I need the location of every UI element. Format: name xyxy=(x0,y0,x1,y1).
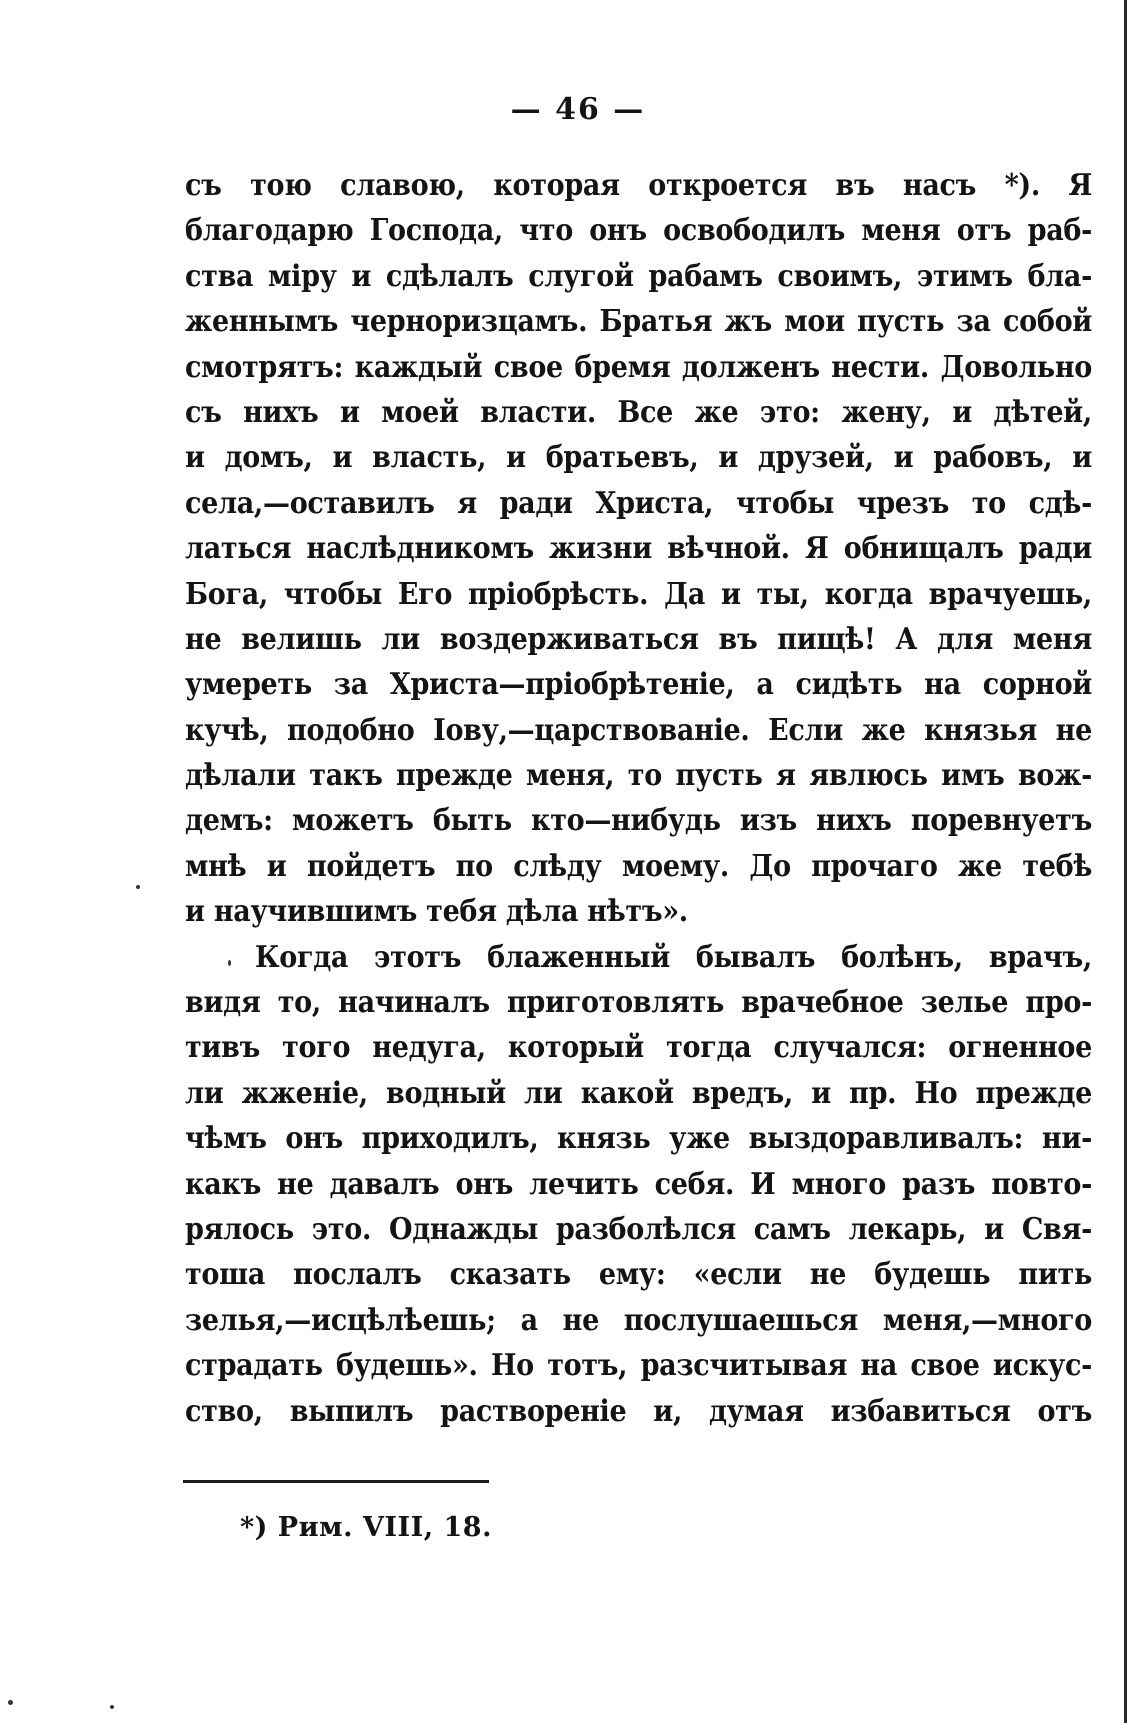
text-line: демъ: можетъ быть кто—нибудь изъ нихъ поревнуетъ xyxy=(185,803,1092,839)
text-line: съ тою славою, которая откроется въ насъ *). Я xyxy=(185,168,1092,203)
text-line: тивъ того недуга, который тогда случался: огненное xyxy=(185,1030,1092,1066)
text-line: какъ не давалъ онъ лечить себя. И много разъ повто- xyxy=(185,1166,1092,1202)
text-line: Бога, чтобы Его пріобрѣсть. Да и ты, когда врачуешь, xyxy=(185,576,1092,612)
scan-speck xyxy=(8,1700,13,1705)
text-line: женнымъ черноризцамъ. Братья жъ мои пусть за собой xyxy=(185,304,1092,340)
text-line: умереть за Христа—пріобрѣтеніе, а сидѣть на сорной xyxy=(185,667,1092,703)
text-line: дѣлали такъ прежде меня, то пусть я явлюсь имъ вож- xyxy=(185,758,1092,794)
scan-speck xyxy=(228,960,231,966)
text-line: съ нихъ и моей власти. Все же это: жену, и дѣтей, xyxy=(185,394,1092,430)
text-line: ство, выпилъ раствореніе и, думая избавиться отъ xyxy=(185,1393,1092,1429)
scan-speck xyxy=(110,1705,114,1709)
text-line: не велишь ли воздерживаться въ пищѣ! А для меня xyxy=(185,621,1092,657)
text-line: смотрятъ: каждый свое бремя долженъ нести. Довольно xyxy=(185,349,1092,385)
text-line: тоша послалъ сказать ему: «если не будешь пить xyxy=(185,1257,1092,1293)
text-line: зелья,—исцѣлѣешь; а не послушаешься меня,—много xyxy=(185,1302,1092,1338)
text-line: видя то, начиналъ приготовлять врачебное зелье про- xyxy=(185,985,1092,1021)
body-text xyxy=(185,163,1092,1434)
paragraph-first-line: Когда этотъ блаженный бывалъ болѣнъ, врачъ, xyxy=(255,939,1092,975)
text-line: и научившимъ тебя дѣла нѣтъ». xyxy=(185,894,688,930)
text-line: кучѣ, подобно Іову,—царствованіе. Если же князья не xyxy=(185,712,1092,748)
page-edge-line xyxy=(1124,0,1127,1723)
page-number: — 46 — xyxy=(510,92,646,127)
text-line: и домъ, и власть, и братьевъ, и друзей, и рабовъ, и xyxy=(185,440,1092,476)
footnote-rule xyxy=(183,1480,489,1483)
text-line: села,—оставилъ я ради Христа, чтобы чрезъ то сдѣ- xyxy=(185,485,1092,521)
scan-speck xyxy=(136,885,140,889)
text-line: чѣмъ онъ приходилъ, князь уже выздоравливалъ: ни- xyxy=(185,1121,1092,1157)
text-line: латься наслѣдникомъ жизни вѣчной. Я обнищалъ ради xyxy=(185,531,1092,567)
footnote: *) Рим. VIII, 18. xyxy=(240,1512,492,1543)
text-line: мнѣ и пойдетъ по слѣду моему. До прочаго же тебѣ xyxy=(185,848,1092,884)
text-line: благодарю Господа, что онъ освободилъ меня отъ раб- xyxy=(185,213,1092,249)
text-line: страдать будешь». Но тотъ, разсчитывая на свое искус- xyxy=(185,1348,1092,1384)
text-line: ства міру и сдѣлалъ слугой рабамъ своимъ, этимъ бла- xyxy=(185,258,1092,294)
text-line: ли жженіе, водный ли какой вредъ, и пр. Но прежде xyxy=(185,1075,1092,1111)
text-line: рялось это. Однажды разболѣлся самъ лекарь, и Свя- xyxy=(185,1211,1092,1247)
